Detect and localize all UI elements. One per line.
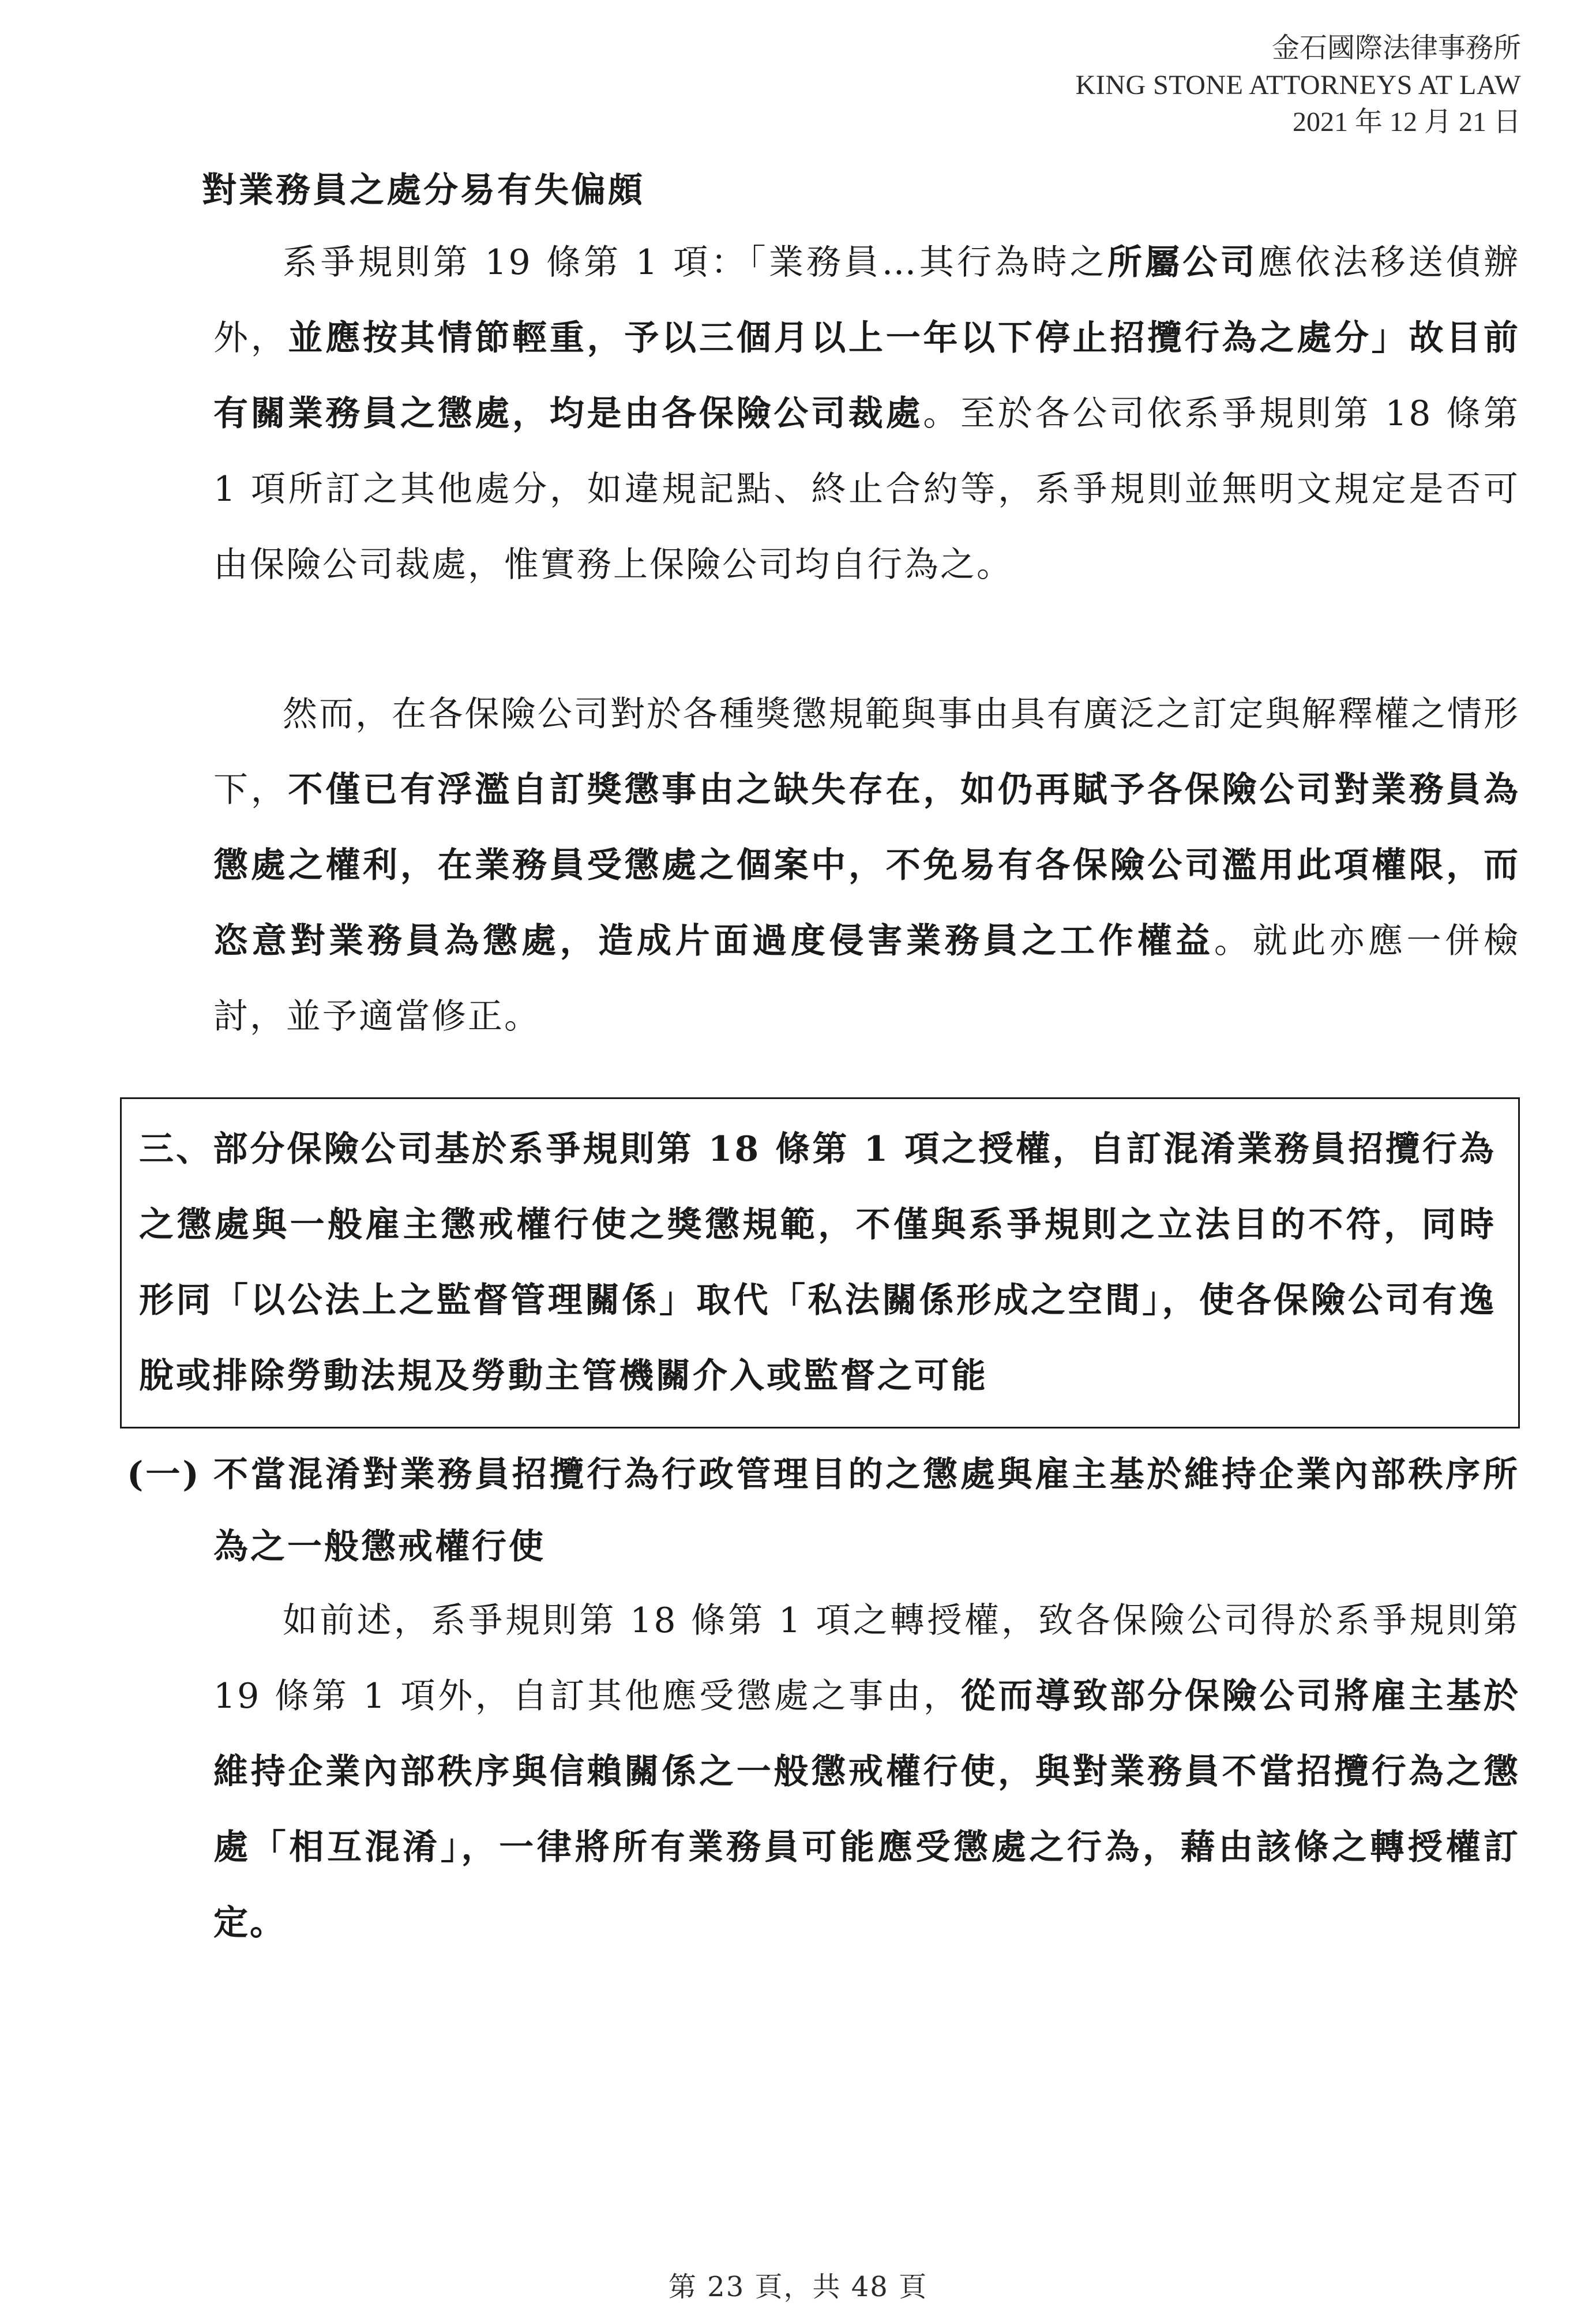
subsection-1-heading	[127, 1439, 1520, 1583]
document-date: 2021 年 12 月 21 日	[1292, 107, 1521, 137]
firm-name-english: KING STONE ATTORNEYS AT LAW	[1075, 70, 1521, 100]
letterhead	[1076, 30, 1521, 141]
subsection-1-label: (一)	[127, 1454, 201, 1495]
paragraph-3	[213, 1583, 1520, 1961]
paragraph-2-text-1: 然而，在各保險公司對於各種獎懲規範與事由具有廣泛之訂定與解釋權之情形下，	[213, 694, 1520, 810]
paragraph-gap	[127, 1055, 1520, 1094]
paragraph-2-text-2: 。就此亦應一併檢討，並予適當修正。	[213, 921, 1520, 1037]
paragraph-1-text-1: 系爭規則第 19 條第 1 項：「業務員…其行為時之	[283, 242, 1107, 283]
page-number: 第 23 頁，共 48 頁	[668, 2271, 928, 2303]
paragraph-3-text-1: 如前述，系爭規則第 18 條第 1 項之轉授權，致各保險公司得於系爭規則第 19 條第 1 項外，自訂其他應受懲處之事由，	[213, 1600, 1520, 1716]
paragraph-2	[213, 677, 1520, 1055]
paragraph-1-bold-2: 並應按其情節輕重，予以三個月以上一年以下停止招攬行為之處分」故目前有關業務員之懲處，均是由各保險公司裁處	[213, 318, 1520, 434]
subsection-1-title: 不當混淆對業務員招攬行為行政管理目的之懲處與雇主基於維持企業內部秩序所為之一般懲戒權行使	[213, 1454, 1520, 1567]
paragraph-3-bold-1: 從而導致部分保險公司將雇主基於維持企業內部秩序與信賴關係之一般懲戒權行使，與對業務員不當招攬行為之懲處「相互混淆」，一律將所有業務員可能應受懲處之行為，藉由該條之轉授權訂定。	[213, 1676, 1520, 1943]
paragraph-1-text-3: 。至於各公司依系爭規則第 18 條第 1 項所訂之其他處分，如違規記點、終止合約等，系爭規則並無明文規定是否可由保險公司裁處，惟實務上保險公司均自行為之。	[213, 393, 1520, 585]
paragraph-2-bold-1: 不僅已有浮濫自訂獎懲事由之缺失存在，如仍再賦予各保險公司對業務員為懲處之權利，在業務員受懲處之個案中，不免易有各保險公司濫用此項權限，而恣意對業務員為懲處，造成片面過度侵害業務員之工作權益	[213, 770, 1520, 961]
paragraph-1	[213, 225, 1520, 603]
firm-name-chinese: 金石國際法律事務所	[1271, 33, 1521, 63]
document-body	[127, 156, 1520, 1961]
section-3-heading-box: 三、部分保險公司基於系爭規則第 18 條第 1 項之授權，自訂混淆業務員招攬行為之懲處與一般雇主懲戒權行使之獎懲規範，不僅與系爭規則之立法目的不符，同時形同「以公法上之監督管理關係」取代「私法關係形成之空間」，使各保險公司有逸脫或排除勞動法規及勞動主管機關介入或監督之可能	[120, 1097, 1520, 1428]
paragraph-1-bold-1: 所屬公司	[1107, 242, 1258, 283]
paragraph-1-text-2: 應依法移送偵辦外，	[213, 242, 1520, 358]
paragraph-gap	[127, 603, 1520, 677]
subheading: 對業務員之處分易有失偏頗	[202, 170, 645, 211]
